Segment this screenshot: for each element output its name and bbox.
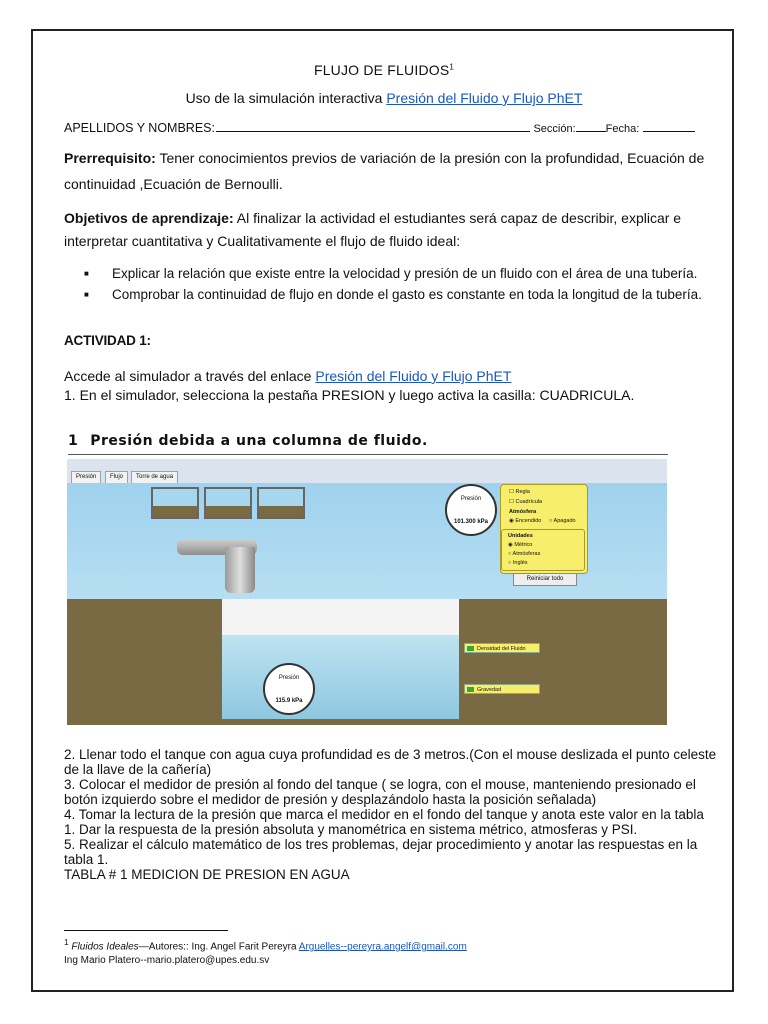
footnote-title: Fluidos Ideales	[71, 941, 139, 953]
step-1: 1. En el simulador, selecciona la pestaña PRESION y luego activa la casilla: CUADRICULA.	[64, 387, 635, 403]
subtitle-text: Uso de la simulación interactiva	[185, 90, 383, 106]
pool-option-1[interactable]	[151, 487, 199, 519]
pressure-gauge-top[interactable]	[445, 484, 497, 536]
units-panel	[501, 529, 585, 571]
section-label: Sección:	[533, 123, 576, 135]
footnote-mark: 1	[64, 937, 69, 947]
tab-water-tower[interactable]: Torre de agua	[131, 471, 178, 484]
prerequisite-text: Tener conocimientos previos de variación de la presión con la profundidad, Ecuación de continuidad ,Ecuación de Bernoulli.	[64, 150, 705, 192]
metric-radio[interactable]: ◉ Métrico	[508, 542, 533, 548]
atmospheres-radio[interactable]: ○ Atmósferas	[508, 551, 541, 557]
gauge-value: 101.300 kPa	[453, 519, 489, 525]
gauge-label: Presión	[460, 496, 482, 502]
english-radio[interactable]: ○ Inglés	[508, 560, 528, 566]
gauge-value: 115.9 kPa	[275, 698, 303, 704]
grid-checkbox[interactable]: ☐ Cuadrícula	[509, 499, 543, 505]
names-blank[interactable]	[216, 121, 530, 132]
step-4: 4. Tomar la lectura de la presión que marca el medidor en el fondo del tanque y anota este valor en la tabla	[64, 807, 704, 822]
section-heading	[68, 433, 428, 449]
sim-window-bar	[67, 459, 667, 484]
document-subtitle	[0, 90, 768, 106]
step-3: 3. Colocar el medidor de presión al fondo del tanque ( se logra, con el mouse, manteniendo presionado el botón izquierdo sobre el medidor de presión y desplazándolo hasta la posición señalada)	[64, 777, 696, 807]
pool-option-2[interactable]	[204, 487, 252, 519]
activity-heading: ACTIVIDAD 1:	[64, 333, 151, 348]
atmosphere-off-radio[interactable]: ○ Apagado	[549, 518, 576, 524]
footnote-separator	[64, 930, 228, 931]
units-title: Unidades	[508, 533, 533, 539]
table-caption: TABLA # 1 MEDICION DE PRESION EN AGUA	[64, 867, 350, 882]
faucet-spout[interactable]	[225, 547, 255, 593]
tab-flow[interactable]: Flujo	[105, 471, 128, 484]
pressure-gauge-bottom[interactable]	[263, 663, 315, 715]
objectives-label: Objetivos de aprendizaje:	[64, 210, 234, 226]
step-answer: 1. Dar la respuesta de la presión absoluta y manométrica en sistema métrico, atmosferas y PSI.	[64, 822, 638, 837]
access-text: Accede al simulador a través del enlace	[64, 368, 312, 384]
footnote-line-2: Ing Mario Platero--mario.platero@upes.edu.sv	[64, 955, 270, 967]
objectives-list	[84, 263, 724, 305]
objectives-text: Al finalizar la actividad el estudiantes será capaz de describir, explicar e interpretar cuantitativa y Cualitativamente el flujo de fluido ideal:	[64, 210, 682, 249]
prerequisite-paragraph	[64, 145, 714, 197]
section-title: Presión debida a una columna de fluido.	[90, 433, 428, 449]
tank-water	[222, 635, 459, 719]
footnote-ref: 1	[449, 62, 455, 72]
phet-link[interactable]: Presión del Fluido y Flujo PhET	[386, 90, 583, 106]
footnote	[64, 935, 664, 968]
atmosphere-title: Atmósfera	[509, 509, 537, 515]
simulation-screenshot	[67, 459, 667, 725]
reset-all-button[interactable]: Reiniciar todo	[513, 573, 577, 586]
pool-option-3[interactable]	[257, 487, 305, 519]
list-item: ■ Comprobar la continuidad de flujo en donde el gasto es constante en toda la longitud de la tubería.	[84, 284, 724, 305]
tab-pressure[interactable]: Presión	[71, 471, 101, 484]
date-blank[interactable]	[643, 121, 695, 132]
student-info-line	[64, 121, 695, 135]
step-2: 2. Llenar todo el tanque con agua cuya profundidad es de 3 metros.(Con el mouse deslizada el punto celeste de la llave de la cañería)	[64, 747, 717, 777]
fluid-density-button[interactable]: Densidad del Fluido	[464, 643, 540, 653]
date-label: Fecha:	[605, 123, 640, 135]
atmosphere-on-radio[interactable]: ◉ Encendido	[509, 518, 542, 524]
ruler-checkbox[interactable]: ☐ Regla	[509, 489, 530, 495]
names-label: APELLIDOS Y NOMBRES:	[64, 121, 215, 135]
step-5: 5. Realizar el cálculo matemático de los tres problemas, dejar procedimiento y anotar las respuestas en la tabla 1.	[64, 837, 698, 867]
activity-instructions	[64, 367, 724, 405]
objectives-paragraph	[64, 207, 714, 253]
footnote-authors: —Autores:: Ing. Angel Farit Pereyra	[138, 941, 297, 953]
gravity-button[interactable]: Gravedad	[464, 684, 540, 694]
section-blank[interactable]	[576, 121, 606, 132]
prerequisite-label: Prerrequisito:	[64, 150, 156, 166]
email-link[interactable]: Arguelles--pereyra.angelf@gmail.com	[298, 941, 467, 953]
phet-link-2[interactable]: Presión del Fluido y Flujo PhET	[315, 368, 512, 384]
section-rule	[68, 454, 668, 455]
list-item: ■ Explicar la relación que existe entre la velocidad y presión de un fluido con el área de una tubería.	[84, 263, 724, 284]
gauge-label: Presión	[278, 675, 300, 681]
section-number: 1	[68, 433, 79, 449]
document-title: FLUJO DE FLUIDOS$^1$	[313, 62, 455, 78]
steps-list	[64, 747, 724, 882]
